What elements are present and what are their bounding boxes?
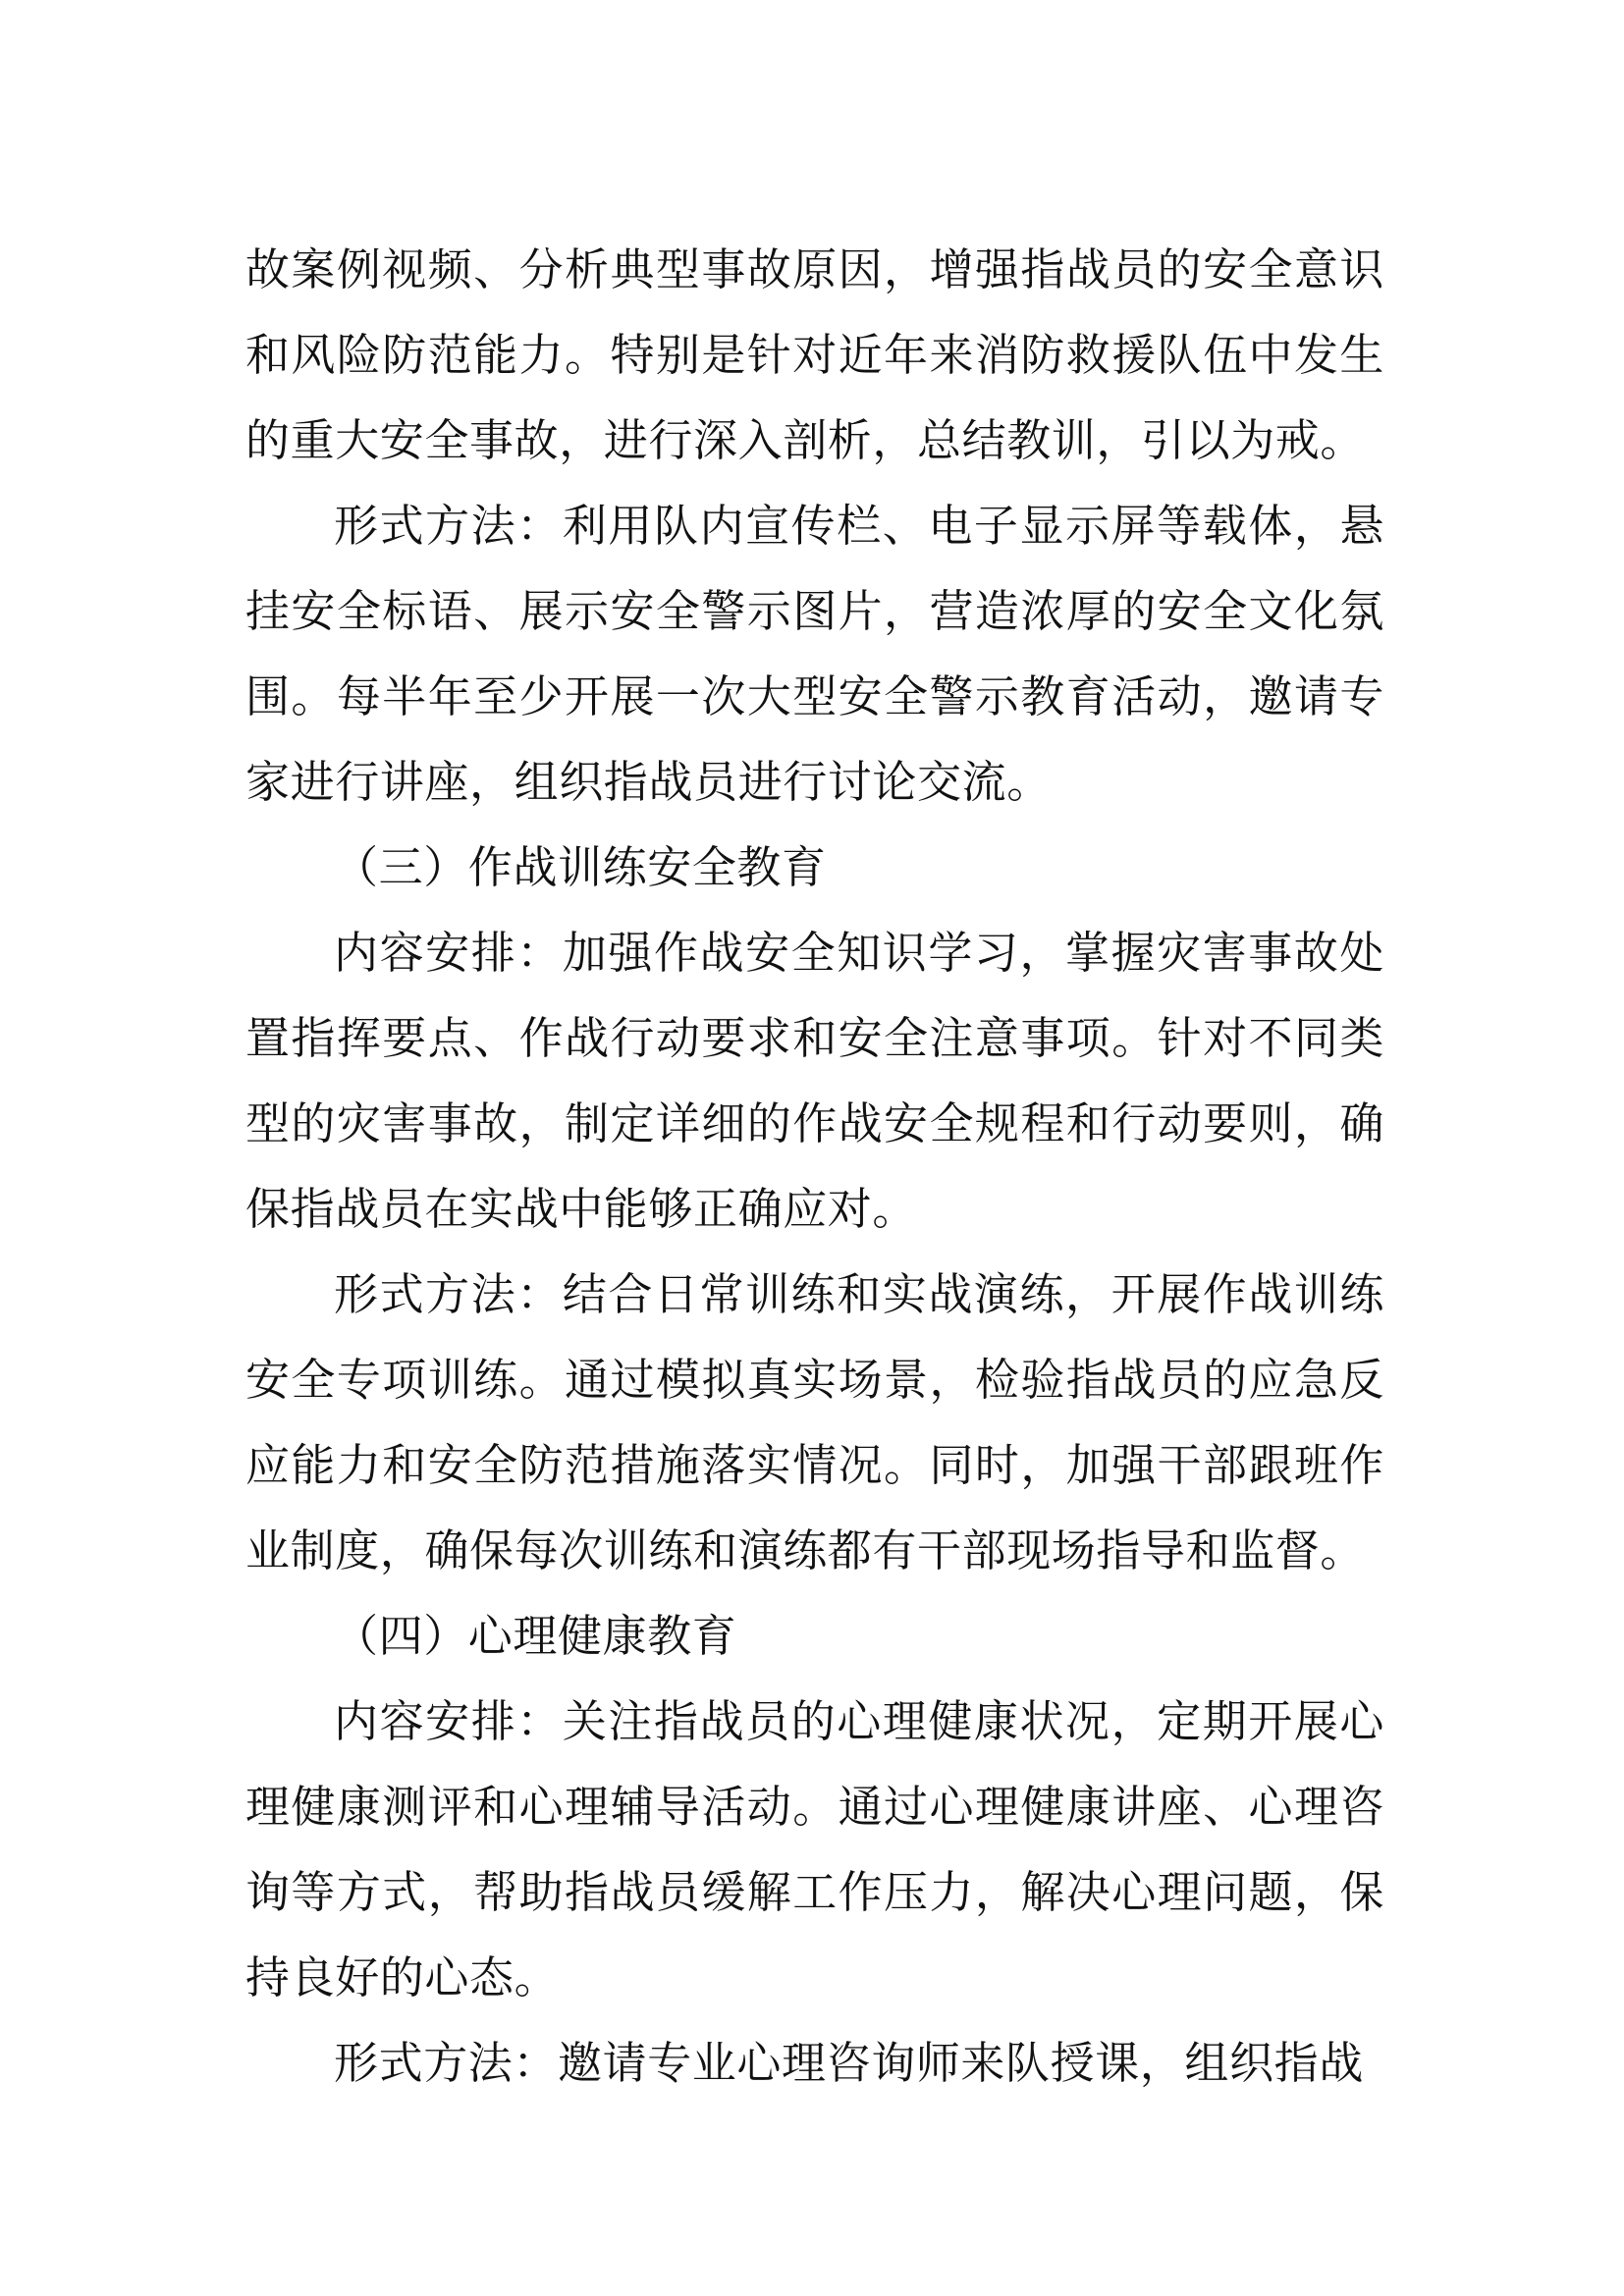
paragraph-form-method-warning: 形式方法：利用队内宣传栏、电子显示屏等载体，悬挂安全标语、展示安全警示图片，营造浓厚的安全文化氛围。每半年至少开展一次大型安全警示教育活动，邀请专家进行讲座，组织指战员进行讨论交流。 xyxy=(245,500,1384,808)
document-body xyxy=(245,227,1384,2106)
paragraph-continuation: 故案例视频、分析典型事故原因，增强指战员的安全意识和风险防范能力。特别是针对近年来消防救援队伍中发生的重大安全事故，进行深入剖析，总结教训，引以为戒。 xyxy=(245,243,1384,466)
paragraph-form-method-combat-training: 形式方法：结合日常训练和实战演练，开展作战训练安全专项训练。通过模拟真实场景，检验指战员的应急反应能力和安全防范措施落实情况。同时，加强干部跟班作业制度，确保每次训练和演练都有干部现场指导和监督。 xyxy=(245,1268,1384,1576)
paragraph-content-combat-training: 内容安排：加强作战安全知识学习，掌握灾害事故处置指挥要点、作战行动要求和安全注意事项。针对不同类型的灾害事故，制定详细的作战安全规程和行动要则，确保指战员在实战中能够正确应对。 xyxy=(245,927,1384,1235)
section-heading-combat-training: （三）作战训练安全教育 xyxy=(334,841,827,893)
paragraph-form-method-mental-health: 形式方法：邀请专业心理咨询师来队授课，组织指战 xyxy=(334,2037,1364,2089)
section-heading-mental-health: （四）心理健康教育 xyxy=(334,1610,737,1662)
paragraph-content-mental-health: 内容安排：关注指战员的心理健康状况，定期开展心理健康测评和心理辅导活动。通过心理健康讲座、心理咨询等方式，帮助指战员缓解工作压力，解决心理问题，保持良好的心态。 xyxy=(245,1695,1384,2003)
